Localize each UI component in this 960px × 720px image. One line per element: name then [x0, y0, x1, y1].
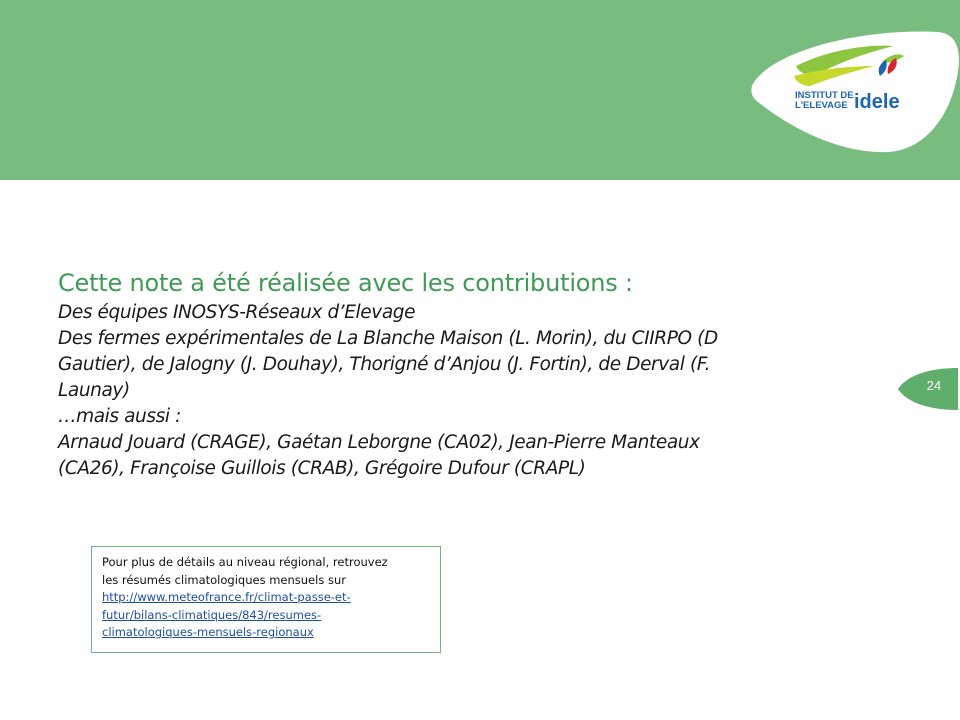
note-text-line: les résumés climatologiques mensuels sur [102, 572, 346, 587]
meteofrance-link-line[interactable]: futur/bilans-climatiques/843/resumes- [102, 607, 322, 622]
contribution-line: Launay) [58, 380, 130, 401]
contribution-line: …mais aussi : [58, 406, 181, 427]
meteofrance-link-line[interactable]: http://www.meteofrance.fr/climat-passe-et- [102, 590, 351, 604]
regional-details-note [91, 546, 441, 653]
slide-number-badge [896, 368, 958, 410]
contribution-line: Des fermes expérimentales de La Blanche Maison (L. Morin), du CIIRPO (D [58, 328, 718, 349]
logo-line1: INSTITUT DE [795, 90, 854, 101]
contributions-section [58, 266, 858, 482]
note-text-line: Pour plus de détails au niveau régional, retrouvez [102, 555, 388, 569]
contribution-line: Gautier), de Jalogny (J. Douhay), Thorigné d’Anjou (J. Fortin), de Derval (F. [58, 354, 711, 375]
contribution-line: Arnaud Jouard (CRAGE), Gaétan Leborgne (CA02), Jean-Pierre Manteaux [58, 432, 700, 453]
contribution-line: (CA26), Françoise Guillois (CRAB), Grégoire Dufour (CRAPL) [58, 458, 586, 479]
idele-logo [748, 26, 960, 154]
logo-line2: L'ELEVAGE [795, 100, 848, 111]
logo-graphic [748, 26, 960, 154]
contribution-line: Des équipes INOSYS-Réseaux d’Elevage [58, 302, 416, 323]
contributions-heading: Cette note a été réalisée avec les contributions : [58, 269, 633, 297]
contributions-list [58, 300, 858, 482]
meteofrance-link-line[interactable]: climatologiques-mensuels-regionaux [102, 625, 314, 639]
slide-number: 24 [926, 378, 942, 393]
logo-brand: idele [854, 91, 900, 113]
